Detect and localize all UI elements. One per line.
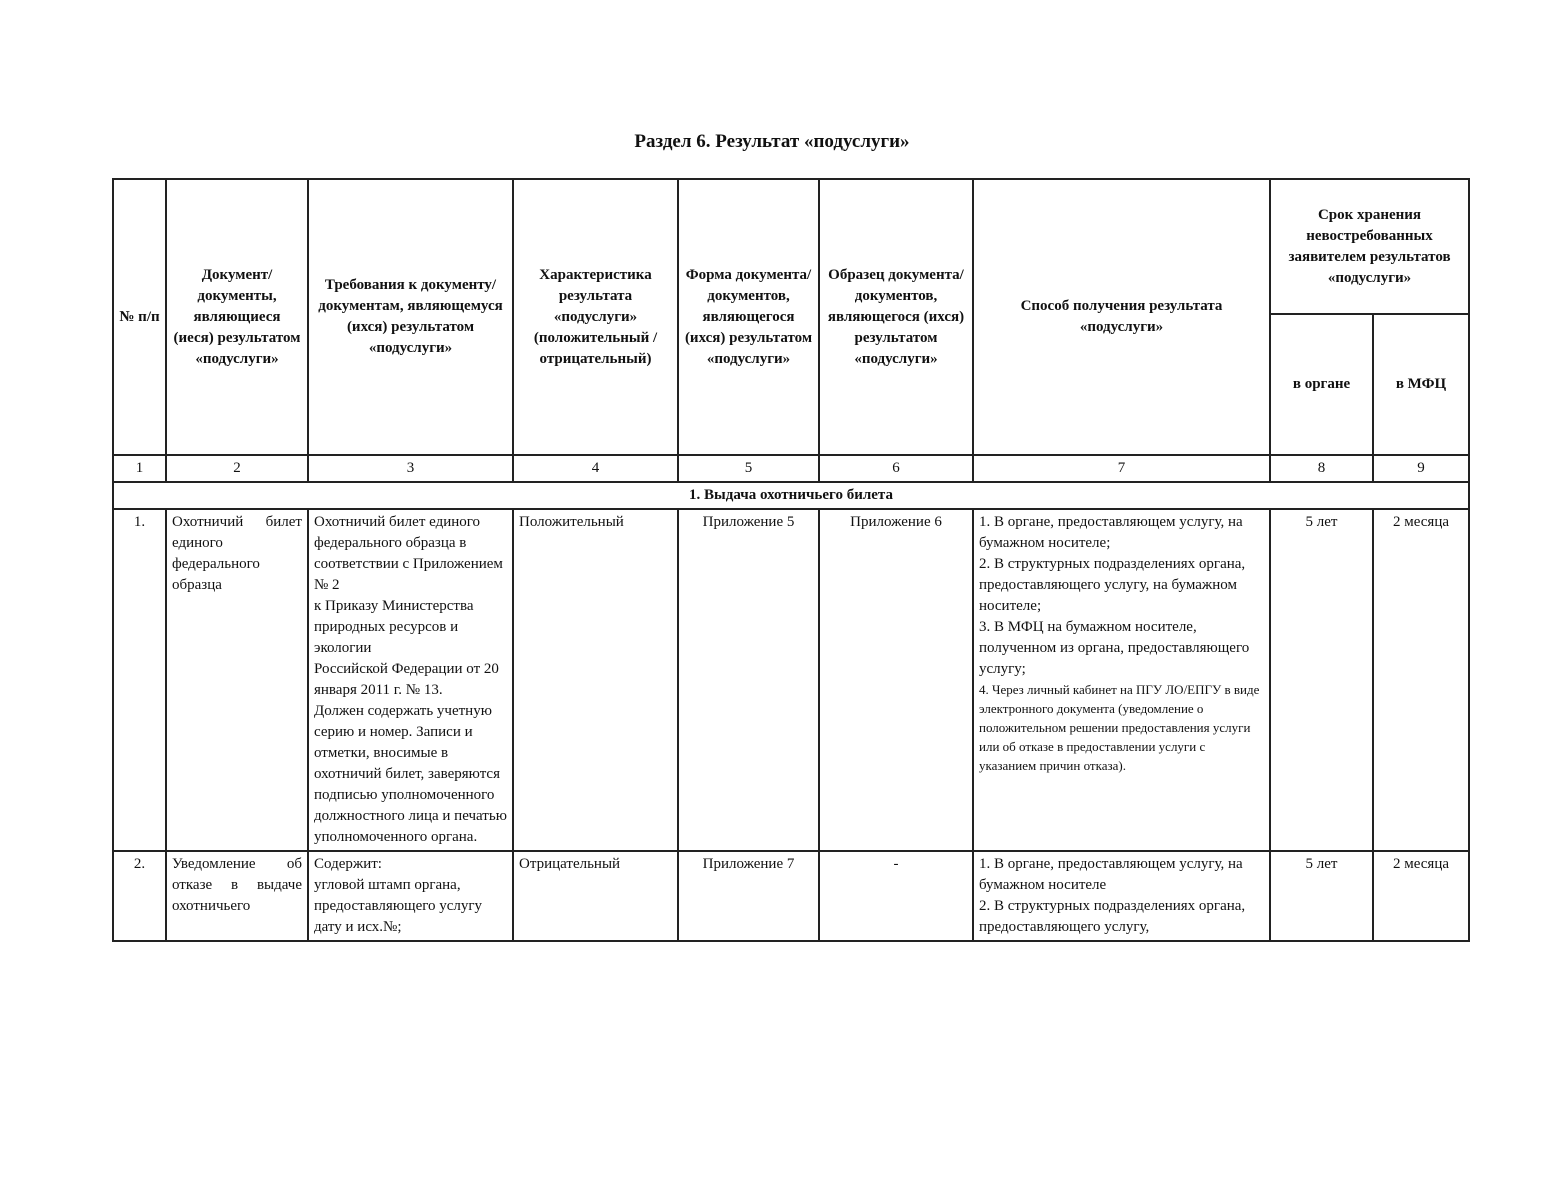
header-number: № п/п	[113, 179, 166, 455]
row-form: Приложение 7	[678, 851, 819, 941]
header-in-organ: в органе	[1270, 314, 1373, 455]
row-method-main: 1. В органе, предоставляющем услугу, на бумажном носителе; 2. В структурных подразделениях органа, предоставляющего услугу, на бумажном носителе; 3. В МФЦ на бумажном носителе, полученном из органа, предоставляющего услугу;	[979, 514, 1250, 677]
column-number: 8	[1270, 455, 1373, 482]
section-row	[113, 482, 1469, 509]
row-term-organ: 5 лет	[1270, 509, 1373, 851]
row-term-mfc: 2 месяца	[1373, 509, 1469, 851]
column-number: 4	[513, 455, 678, 482]
section-title: 1. Выдача охотничьего билета	[113, 482, 1469, 509]
header-storage-term: Срок хранения невостребованных заявителем результатов «подуслуги»	[1270, 179, 1469, 314]
column-number: 6	[819, 455, 973, 482]
row-term-mfc: 2 месяца	[1373, 851, 1469, 941]
row-characteristic: Положительный	[513, 509, 678, 851]
row-requirements: Охотничий билет единого федерального образца в соответствии с Приложением № 2 к Приказу Министерства природных ресурсов и экологии Российской Федерации от 20 января 2011 г. № 13. Должен содержать учетную серию и номер. Записи и отметки, вносимые в охотничий билет, заверяются подписью уполномоченного должностного лица и печатью уполномоченного органа.	[308, 509, 513, 851]
header-row	[113, 179, 1469, 314]
column-number: 5	[678, 455, 819, 482]
row-document: Охотничий билет единого федерального образца	[166, 509, 308, 851]
row-term-organ: 5 лет	[1270, 851, 1373, 941]
header-in-mfc: в МФЦ	[1373, 314, 1469, 455]
page-title: Раздел 6. Результат «подуслуги»	[634, 131, 910, 152]
results-table	[112, 178, 1470, 942]
column-number: 1	[113, 455, 166, 482]
column-number: 3	[308, 455, 513, 482]
row-method	[973, 509, 1270, 851]
header-characteristic: Характеристика результата «подуслуги» (положительный /отрицательный)	[513, 179, 678, 455]
header-method: Способ получения результата «подуслуги»	[973, 179, 1270, 455]
header-sample: Образец документа/документов, являющегося (ихся) результатом «подуслуги»	[819, 179, 973, 455]
column-number: 7	[973, 455, 1270, 482]
row-requirements: Содержит: угловой штамп органа, предоставляющего услугу дату и исх.№;	[308, 851, 513, 941]
row-form: Приложение 5	[678, 509, 819, 851]
header-requirements: Требования к документу/документам, являющемуся (ихся) результатом «подуслуги»	[308, 179, 513, 455]
row-method-electronic: 4. Через личный кабинет на ПГУ ЛО/ЕПГУ в виде электронного документа (уведомление о положительном решении предоставления услуги или об отказе в предоставлении услуги с указанием причин отказа).	[979, 682, 1260, 773]
header-form: Форма документа/документов, являющегося (ихся) результатом «подуслуги»	[678, 179, 819, 455]
row-method	[973, 851, 1270, 941]
column-number-row	[113, 455, 1469, 482]
row-characteristic: Отрицательный	[513, 851, 678, 941]
row-number: 2.	[113, 851, 166, 941]
row-number: 1.	[113, 509, 166, 851]
row-sample: -	[819, 851, 973, 941]
column-number: 9	[1373, 455, 1469, 482]
table-row	[113, 851, 1469, 941]
column-number: 2	[166, 455, 308, 482]
header-document: Документ/документы, являющиеся (иеся) результатом «подуслуги»	[166, 179, 308, 455]
row-sample: Приложение 6	[819, 509, 973, 851]
table-row	[113, 509, 1469, 851]
row-method-main: 1. В органе, предоставляющем услугу, на бумажном носителе 2. В структурных подразделениях органа, предоставляющего услугу,	[979, 856, 1246, 935]
row-document: Уведомление об отказе в выдаче охотничьего	[166, 851, 308, 941]
